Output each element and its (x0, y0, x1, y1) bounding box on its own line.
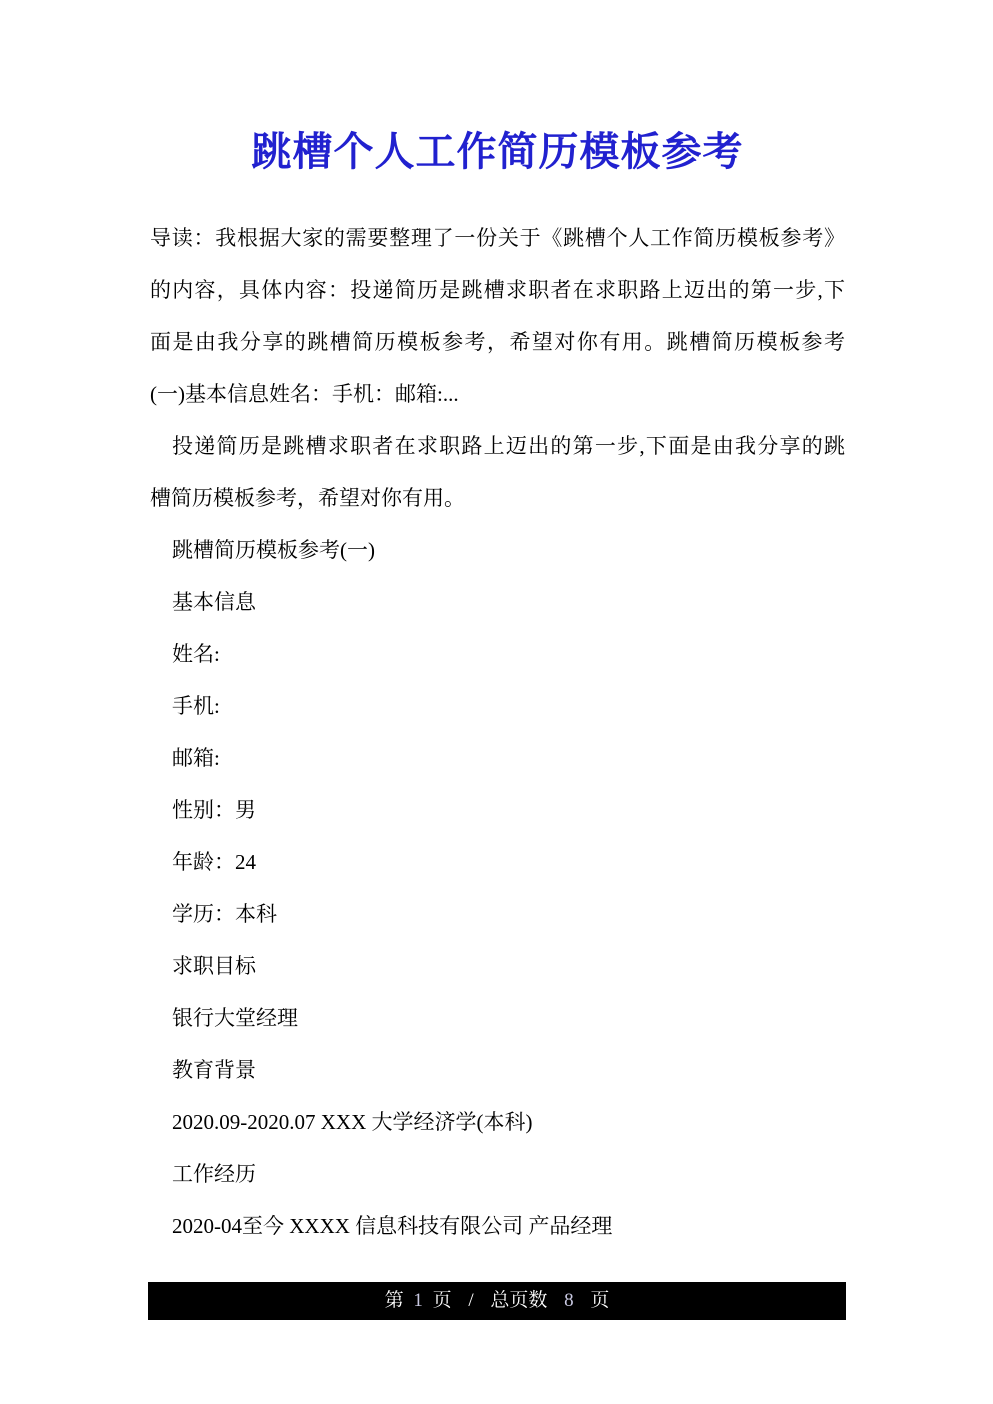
paragraph-line: (一)基本信息姓名：手机：邮箱:... (150, 382, 459, 406)
paragraph-line: 投递简历是跳槽求职者在求职路上迈出的第一步,下面是由我分享的跳 (172, 434, 845, 458)
document-body (150, 212, 845, 1252)
paragraph-line: 导读：我根据大家的需要整理了一份关于《跳槽个人工作简历模板参考》 (150, 226, 845, 250)
resume-field-age: 年龄：24 (172, 850, 256, 874)
footer-total-label: 总页数 (490, 1290, 548, 1311)
resume-field-gender: 性别：男 (172, 798, 256, 822)
footer-total-number: 8 (564, 1290, 574, 1311)
footer-page-prefix: 第 (384, 1290, 404, 1311)
resume-section-basic-info: 基本信息 (172, 590, 256, 614)
paragraph-line: 面是由我分享的跳槽简历模板参考，希望对你有用。跳槽简历模板参考 (150, 330, 845, 354)
resume-section-objective: 求职目标 (172, 954, 256, 978)
paragraph-line: 槽简历模板参考，希望对你有用。 (150, 486, 465, 510)
document-title: 跳槽个人工作简历模板参考 (251, 128, 744, 175)
resume-section-education: 教育背景 (172, 1058, 256, 1082)
resume-objective-value: 银行大堂经理 (172, 1006, 298, 1030)
resume-section-work-experience: 工作经历 (172, 1162, 256, 1186)
paragraph-line: 的内容，具体内容：投递简历是跳槽求职者在求职路上迈出的第一步,下 (150, 278, 845, 302)
resume-field-phone: 手机: (172, 694, 220, 718)
footer-page-number: 1 (413, 1290, 423, 1311)
resume-field-education-level: 学历：本科 (172, 902, 277, 926)
footer-page-unit: 页 (432, 1290, 452, 1311)
resume-field-email: 邮箱: (172, 746, 220, 770)
resume-field-name: 姓名: (172, 642, 220, 666)
resume-work-entry: 2020-04至今 XXXX 信息科技有限公司 产品经理 (172, 1214, 613, 1238)
resume-section-heading: 跳槽简历模板参考(一) (172, 538, 375, 562)
footer-total-unit: 页 (590, 1290, 610, 1311)
footer-separator: / (468, 1290, 474, 1311)
resume-education-entry: 2020.09-2020.07 XXX 大学经济学(本科) (172, 1110, 533, 1134)
page-footer-bar (148, 1282, 846, 1320)
